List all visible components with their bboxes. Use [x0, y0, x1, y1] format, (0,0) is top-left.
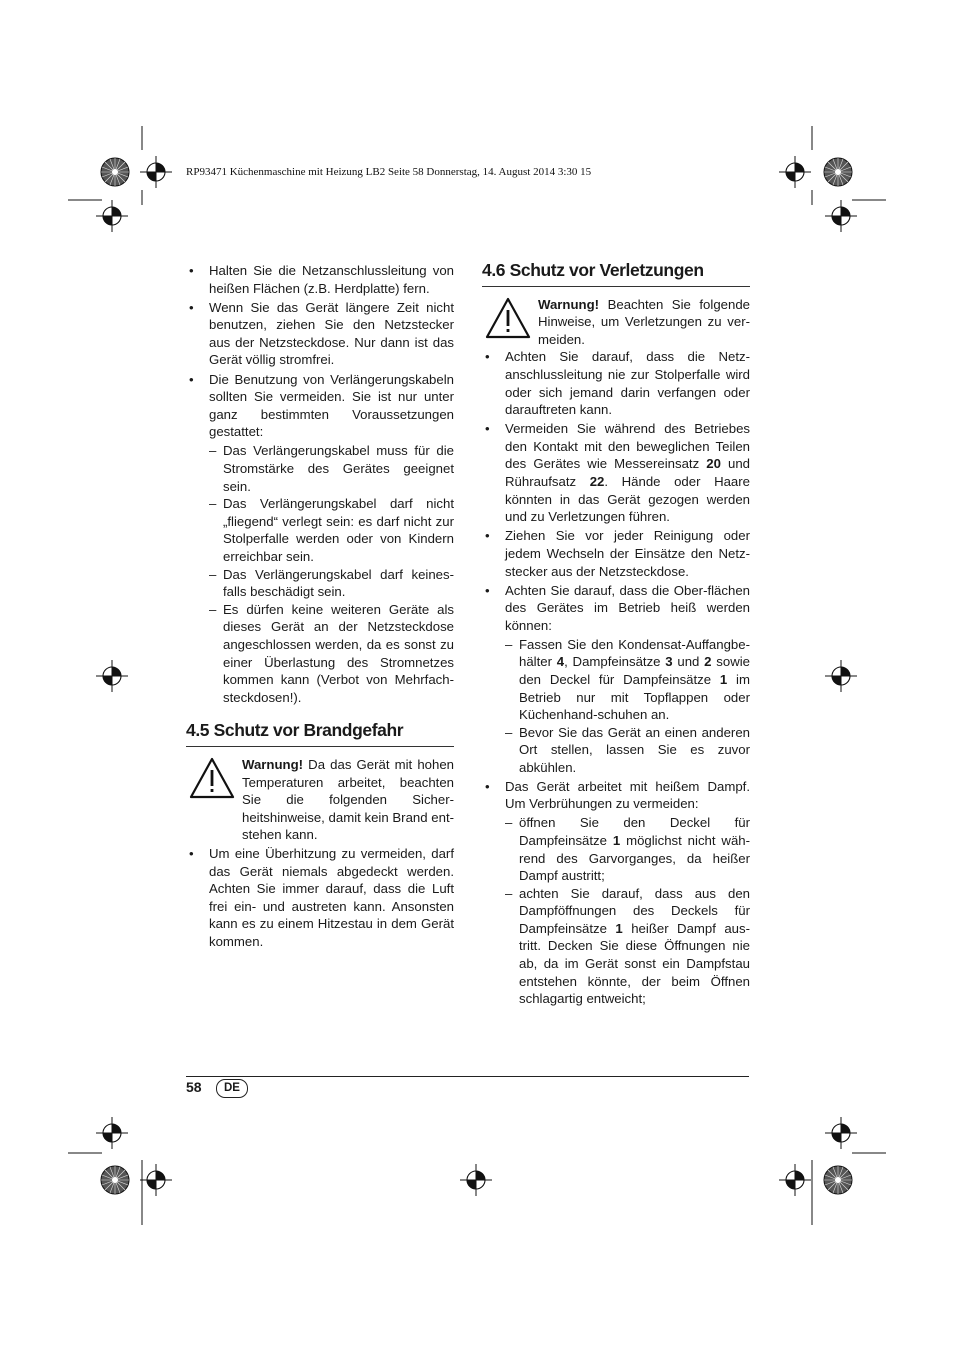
- warning-text: Da das Gerät mit hohen Temperaturen arbeitet, beachten Sie die folgenden Sicher-heitshinweise, damit kein Brand ent-stehen kann.: [242, 756, 454, 843]
- language-badge: DE: [216, 1079, 248, 1098]
- footer-rule: [186, 1076, 749, 1077]
- list-item: • Vermeiden Sie während des Betriebes den Kontakt mit den beweglichen Teilen des Gerätes wie Messereinsatz 20 und Rühraufsatz 22. Hände oder Haare könnten in das Gerät gezogen werden und zu Verletzungen führen.: [482, 420, 750, 526]
- sub-list-item: – Fassen Sie den Kondensat-Auffangbe-hälter 4, Dampfeinsätze 3 und 2 sowie den Deckel für Dampfeinsätze 1 im Betrieb nur mit Topflappen oder Küchenhand-schuhen an.: [505, 636, 750, 724]
- list-item: • Um eine Überhitzung zu vermeiden, darf das Gerät niemals abgedeckt werden. Achten Sie immer darauf, dass die Luft frei ein- und austreten kann. Ansonsten kann es zu einem Hitzestau in dem Gerät kommen.: [186, 845, 454, 951]
- warning-icon: [188, 756, 236, 800]
- warning-text: Beachten Sie folgende Hinweise, um Verletzungen zu ver-meiden.: [538, 296, 750, 347]
- sub-list-item: – Das Verlängerungskabel muss für die Stromstärke des Gerätes geeignet sein.: [209, 442, 454, 495]
- section-heading-fire: 4.5 Schutz vor Brandgefahr: [186, 722, 454, 747]
- list-item: • Ziehen Sie vor jeder Reinigung oder jedem Wechseln der Einsätze den Netz-stecker aus der Netzsteckdose.: [482, 527, 750, 580]
- warning-label: Warnung!: [538, 296, 600, 312]
- sub-list-item: – öffnen Sie den Deckel für Dampfeinsätze 1 möglichst nicht wäh-rend des Garvorganges, da heißer Dampf austritt;: [505, 814, 750, 884]
- warning-label: Warnung!: [242, 756, 304, 772]
- sub-list-item: – Das Verlängerungskabel darf nicht „fliegend“ verlegt sein: es darf nicht zur Stolperfalle werden oder von Kindern erreichbar sein.: [209, 495, 454, 565]
- sub-list-item: – achten Sie darauf, dass aus den Dampföffnungen des Deckels für Dampfeinsätze 1 heißer Dampf aus-tritt. Decken Sie diese Öffnungen nie ab, da im Gerät sonst ein Dampfstau entstehen könnte, der beim Öffnen schlagartig entweicht;: [505, 885, 750, 1008]
- list-item: • Das Gerät arbeitet mit heißem Dampf. Um Verbrühungen zu vermeiden:: [482, 778, 750, 813]
- right-column: [482, 262, 750, 1008]
- warning-block: [482, 296, 750, 349]
- list-item: • Achten Sie darauf, dass die Netz-anschlussleitung nie zur Stolperfalle wird oder sich jemand darin verfangen oder darauftreten kann.: [482, 348, 750, 418]
- section-heading-injury: 4.6 Schutz vor Verletzungen: [482, 262, 750, 287]
- print-slug: RP93471 Küchenmaschine mit Heizung LB2 Seite 58 Donnerstag, 14. August 2014 3:30 15: [186, 166, 592, 178]
- warning-icon: [484, 296, 532, 340]
- sub-list-item: – Es dürfen keine weiteren Geräte als dieses Gerät an der Netzsteckdose angeschlossen werden, da es sonst zu einer Überlastung des Stromnetzes kommen kann (Verbot von Mehrfach-steckdosen!).: [209, 601, 454, 707]
- list-item: • Wenn Sie das Gerät längere Zeit nicht benutzen, ziehen Sie den Netzstecker aus der Netzsteckdose. Nur dann ist das Gerät völlig stromfrei.: [186, 299, 454, 369]
- warning-block: [186, 756, 454, 844]
- left-column: [186, 262, 454, 952]
- sub-list-item: – Bevor Sie das Gerät an einen anderen Ort stellen, lassen Sie es zuvor abkühlen.: [505, 724, 750, 777]
- list-item: • Achten Sie darauf, dass die Ober-flächen des Gerätes im Betrieb heiß werden können:: [482, 582, 750, 635]
- list-item: • Halten Sie die Netzanschlussleitung von heißen Flächen (z.B. Herdplatte) fern.: [186, 262, 454, 297]
- page-number: 58: [186, 1079, 202, 1095]
- list-item: • Die Benutzung von Verlängerungskabeln sollten Sie vermeiden. Sie ist nur unter ganz bestimmten Voraussetzungen gestattet:: [186, 371, 454, 441]
- sub-list-item: – Das Verlängerungskabel darf keines-falls beschädigt sein.: [209, 566, 454, 601]
